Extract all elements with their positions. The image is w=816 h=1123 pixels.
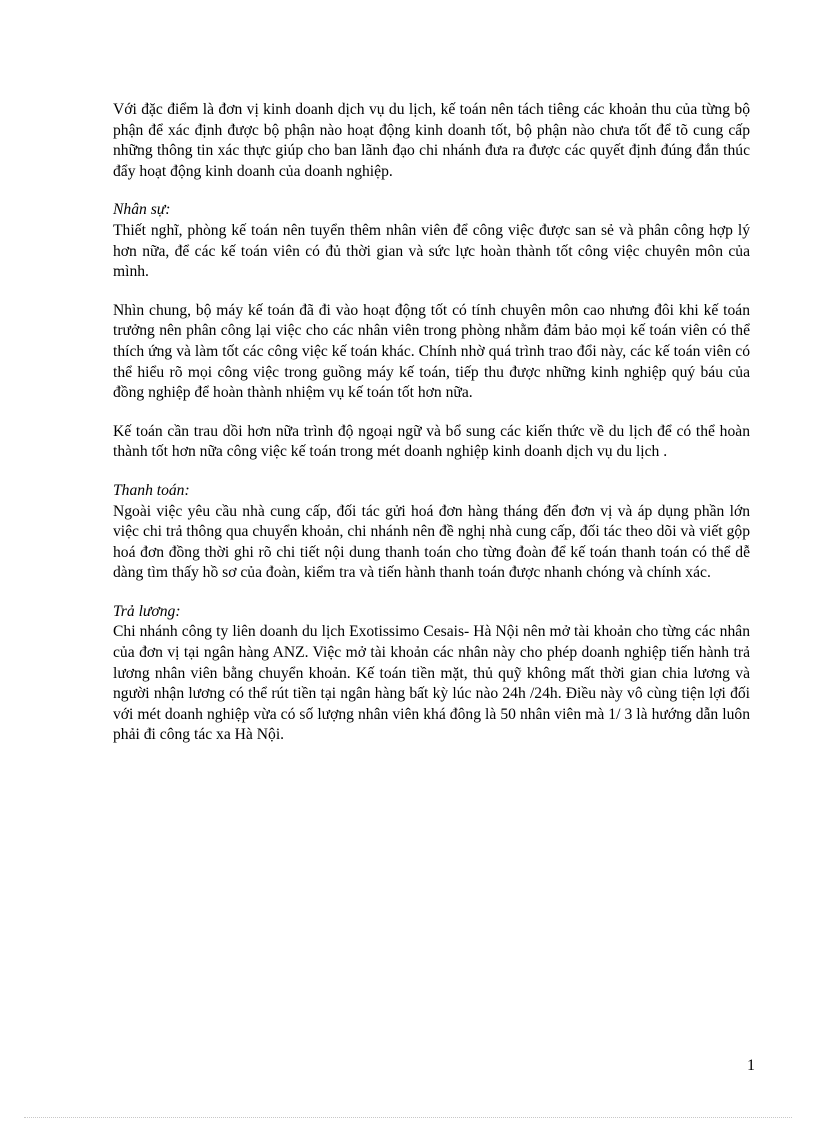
paragraph-overview: Nhìn chung, bộ máy kế toán đã đi vào hoạt động tốt có tính chuyên môn cao nhưng đôi khi kế toán trưởng nên phân công lại việc cho các nhân viên trong phòng nhằm đảm bảo mọi kế toán viên có thể thích ứng và làm tốt các công việc kế toán khác. Chính nhờ quá trình trao đổi này, các kế toán viên có thể hiểu rõ mọi công việc trong guồng máy kế toán, tiếp thu được những kinh nghiệp quý báu của đồng nghiệp để hoàn thành nhiệm vụ kế toán tốt hơn nữa. <box>113 301 750 402</box>
heading-personnel: Nhân sự: <box>113 201 171 219</box>
paragraph-skills: Kế toán cần trau dồi hơn nữa trình độ ngoại ngữ và bổ sung các kiến thức về du lịch để có thể hoàn thành tốt hơn nữa công việc kế toán trong mét doanh nghiệp kinh doanh dịch vụ du lịch . <box>113 422 750 461</box>
heading-salary: Trả lương: <box>113 602 181 620</box>
document-body <box>113 100 750 746</box>
page-number: 1 <box>747 1057 755 1074</box>
paragraph-personnel: Thiết nghĩ, phòng kế toán nên tuyển thêm nhân viên để công việc được san sẻ và phân công hợp lý hơn nữa, để các kế toán viên có đủ thời gian và sức lực hoàn thành tốt công việc chuyên môn của mình. <box>113 221 750 281</box>
paragraph-intro: Với đặc điểm là đơn vị kinh doanh dịch vụ du lịch, kế toán nên tách tiêng các khoản thu của từng bộ phận để xác định được bộ phận nào hoạt động kinh doanh tốt, bộ phận nào chưa tốt để tõ cung cấp những thông tin xác thực giúp cho ban lãnh đạo chi nhánh đưa ra được các quyết định đúng đắn thúc đẩy hoạt động kinh doanh của doanh nghiệp. <box>113 101 750 180</box>
footer-divider <box>24 1117 792 1118</box>
heading-payment: Thanh toán: <box>113 481 190 499</box>
paragraph-payment: Ngoài việc yêu cầu nhà cung cấp, đối tác gửi hoá đơn hàng tháng đến đơn vị và áp dụng phần lớn việc chi trả thông qua chuyển khoản, chi nhánh nên đề nghị nhà cung cấp, đối tác theo dõi và viết gộp hoá đơn đồng thời ghi rõ chi tiết nội dung thanh toán cho từng đoàn để kế toán thanh toán có thể dễ dàng tìm thấy hồ sơ của đoàn, kiểm tra và tiến hành thanh toán được nhanh chóng và chính xác. <box>113 502 750 582</box>
paragraph-salary: Chi nhánh công ty liên doanh du lịch Exotissimo Cesais- Hà Nội nên mở tài khoản cho từng các nhân của đơn vị tại ngân hàng ANZ. Việc mở tài khoản các nhân này cho phép doanh nghiệp tiến hành trả lương nhân viên bằng chuyển khoản. Kế toán tiền mặt, thủ quỹ không mất thời gian chia lương và người nhận lương có thể rút tiền tại ngân hàng bất kỳ lúc nào 24h /24h. Điều này vô cùng tiện lợi đối với mét doanh nghiệp vừa có số lượng nhân viên khá đông là 50 nhân viên mà 1/ 3 là hướng dẫn luôn phải đi công tác xa Hà Nội. <box>113 623 750 744</box>
